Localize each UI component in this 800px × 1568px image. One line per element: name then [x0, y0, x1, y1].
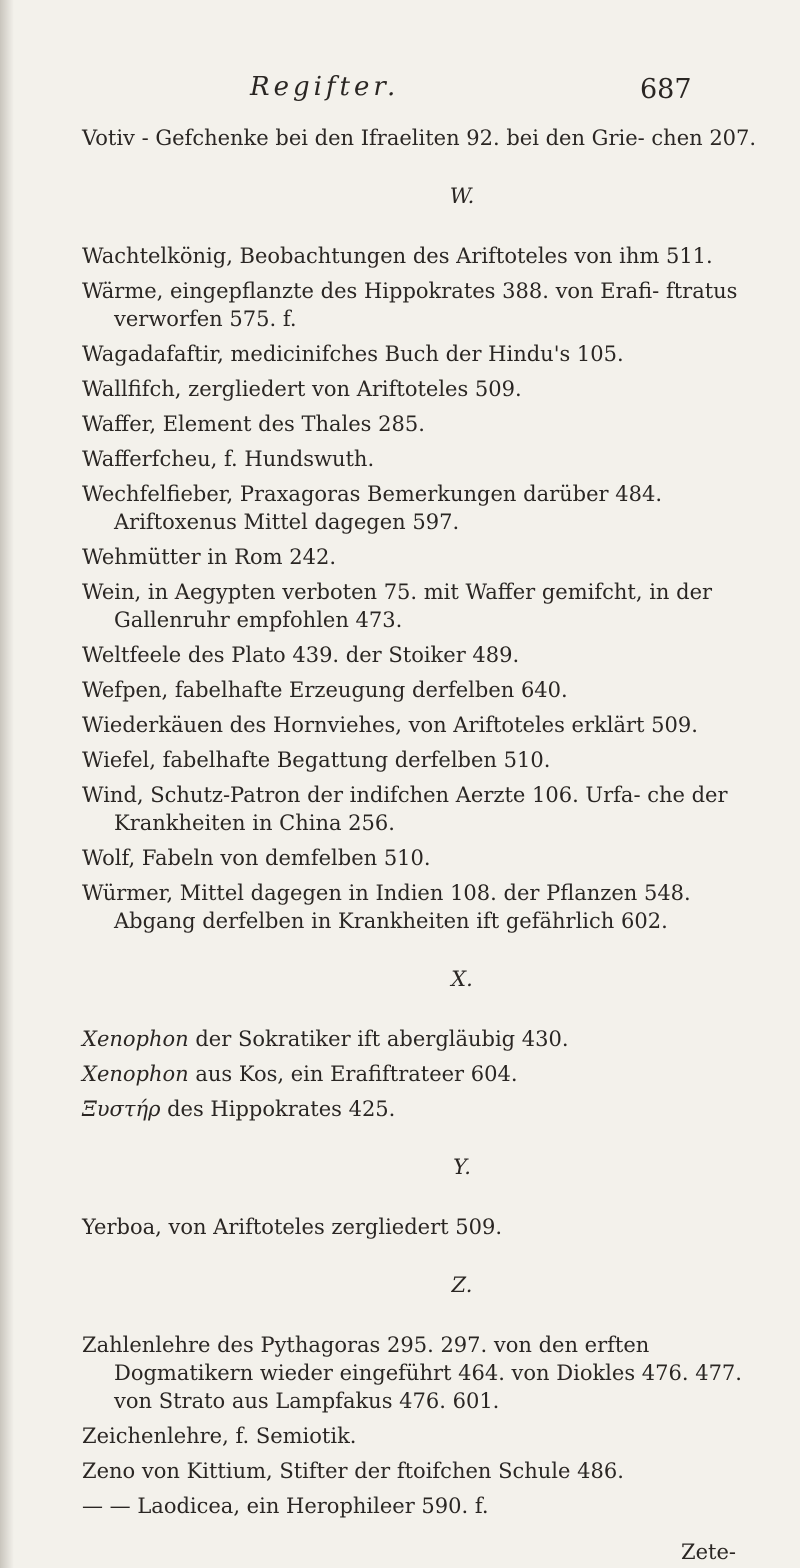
index-entry: Waffer, Element des Thales 285.	[82, 412, 425, 436]
index-entry: Wagadafaftir, medicinifches Buch der Hindu's 105.	[82, 342, 624, 366]
section-letter-x: X.	[451, 967, 473, 991]
index-entry: Würmer, Mittel dagegen in Indien 108. der Pflanzen 548. Abgang derfelben in Krankheiten ift gefährlich 602.	[82, 881, 691, 933]
page-header	[0, 72, 800, 112]
section-letter-y: Y.	[453, 1155, 471, 1179]
index-entry: Wefpen, fabelhafte Erzeugung derfelben 640.	[82, 678, 568, 702]
section-letter-w: W.	[449, 184, 475, 208]
running-title: Regifter.	[250, 72, 400, 102]
page-number: 687	[640, 74, 692, 105]
entry-text: des Hippokrates 425.	[160, 1097, 396, 1121]
index-entry: Zeichenlehre, f. Semiotik.	[82, 1424, 357, 1448]
entry-headword: Xenophon	[82, 1062, 189, 1086]
index-entry: Wolf, Fabeln von demfelben 510.	[82, 846, 431, 870]
index-entry	[82, 1095, 772, 1123]
index-entry: Wärme, eingepflanzte des Hippokrates 388. von Erafi- ftratus verworfen 575. f.	[82, 279, 738, 331]
index-entry: Zeno von Kittium, Stifter der ftoifchen Schule 486.	[82, 1459, 624, 1483]
entry-headword: Xenophon	[82, 1027, 189, 1051]
catchword: Zete-	[681, 1540, 736, 1564]
index-entry: Wiefel, fabelhafte Begattung derfelben 510.	[82, 748, 551, 772]
index-entry: Wein, in Aegypten verboten 75. mit Waffer gemifcht, in der Gallenruhr empfohlen 473.	[82, 580, 713, 632]
index-entry: Wechfelfieber, Praxagoras Bemerkungen darüber 484. Ariftoxenus Mittel dagegen 597.	[82, 482, 662, 534]
page-edge-shadow	[0, 0, 14, 1568]
index-entries	[82, 124, 772, 1566]
entry-headword: Ξυστήρ	[82, 1097, 161, 1121]
index-entry: Weltfeele des Plato 439. der Stoiker 489.	[82, 643, 520, 667]
section-letter-z: Z.	[451, 1273, 473, 1297]
index-entry: Zahlenlehre des Pythagoras 295. 297. von den erften Dogmatikern wieder eingeführt 464. von Diokles 476. 477. von Strato aus Lampfakus 476. 601.	[82, 1333, 742, 1413]
entry-text: der Sokratiker ift abergläubig 430.	[188, 1027, 569, 1051]
index-entry: Wallfifch, zergliedert von Ariftoteles 509.	[82, 377, 522, 401]
index-entry: — — Laodicea, ein Herophileer 590. f.	[82, 1494, 489, 1518]
index-entry: Wafferfcheu, f. Hundswuth.	[82, 447, 375, 471]
index-entry	[82, 1025, 772, 1053]
index-entry: Wiederkäuen des Hornviehes, von Ariftoteles erklärt 509.	[82, 713, 698, 737]
index-entry-votiv: Votiv - Gefchenke bei den Ifraeliten 92. bei den Grie- chen 207.	[82, 126, 757, 150]
index-entry: Wachtelkönig, Beobachtungen des Ariftoteles von ihm 511.	[82, 244, 713, 268]
index-entry: Wind, Schutz-Patron der indifchen Aerzte 106. Urfa- che der Krankheiten in China 256.	[82, 783, 728, 835]
entry-text: aus Kos, ein Erafiftrateer 604.	[188, 1062, 518, 1086]
index-entry: Yerboa, von Ariftoteles zergliedert 509.	[82, 1215, 503, 1239]
index-entry: Wehmütter in Rom 242.	[82, 545, 336, 569]
index-entry	[82, 1060, 772, 1088]
